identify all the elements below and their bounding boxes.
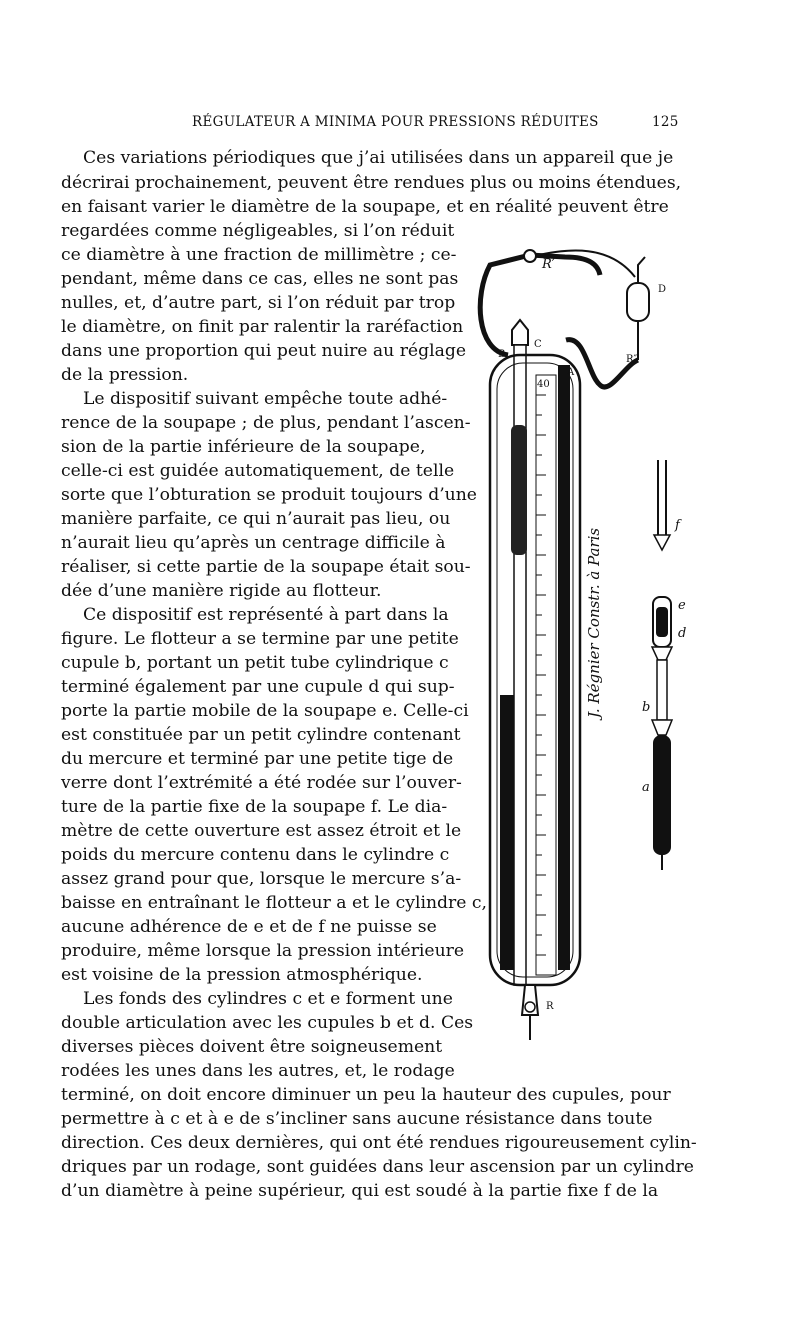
- text-line: direction. Ces deux dernières, qui ont été rendues rigoureusement cylin-: [61, 1133, 697, 1153]
- text-line: figure. Le flotteur a se termine par une petite: [61, 629, 459, 649]
- label-a-detail: a: [642, 780, 650, 795]
- valve-fixed-part: [654, 535, 670, 550]
- text-line: Ces variations périodiques que j’ai utilisées dans un appareil que je: [83, 148, 674, 168]
- text-line: diverses pièces doivent être soigneusement: [61, 1037, 443, 1057]
- page-number: 125: [652, 114, 679, 130]
- text-line: verre dont l’extrémité a été rodée sur l’ouver-: [61, 773, 462, 793]
- text-line: n’aurait lieu qu’après un centrage difficile à: [61, 533, 446, 553]
- label-scale-40: 40: [537, 379, 550, 390]
- running-title: RÉGULATEUR A MINIMA POUR PRESSIONS RÉDUITES: [192, 114, 599, 130]
- label-d-detail: d: [678, 626, 687, 641]
- float-a: [653, 735, 671, 855]
- text-line: manière parfaite, ce qui n’aurait pas lieu, ou: [61, 509, 451, 529]
- text-line: d’un diamètre à peine supérieur, qui est soudé à la partie fixe f de la: [61, 1181, 659, 1201]
- text-line: sion de la partie inférieure de la soupape,: [61, 437, 426, 457]
- text-line: sorte que l’obturation se produit toujours d’une: [61, 485, 477, 505]
- text-line: du mercure et terminé par une petite tige de: [61, 749, 454, 769]
- text-line: celle-ci est guidée automatiquement, de telle: [61, 461, 455, 481]
- text-line: porte la partie mobile de la soupape e. Celle-ci: [61, 701, 469, 721]
- text-line: produire, même lorsque la pression intérieure: [61, 941, 465, 961]
- text-line: permettre à c et à e de s’incliner sans aucune résistance dans toute: [61, 1109, 653, 1129]
- text-line: rence de la soupape ; de plus, pendant l’ascen-: [61, 413, 471, 433]
- float-dark: [511, 425, 527, 555]
- text-line: aucune adhérence de e et de f ne puisse se: [61, 917, 437, 937]
- text-line: dée d’une manière rigide au flotteur.: [61, 581, 382, 601]
- text-line: regardées comme négligeables, si l’on réduit: [61, 221, 455, 241]
- text-line: le diamètre, on finit par ralentir la raréfaction: [61, 317, 464, 337]
- text-line: poids du mercure contenu dans le cylindre c: [61, 845, 450, 865]
- text-line: rodées les unes dans les autres, et, le rodage: [61, 1061, 455, 1081]
- text-line: en faisant varier le diamètre de la soupape, et en réalité peuvent être: [61, 197, 669, 217]
- label-b-upper: B: [498, 349, 506, 360]
- text-line: driques par un rodage, sont guidées dans leur ascension par un cylindre: [61, 1157, 694, 1177]
- label-d: D: [658, 284, 667, 295]
- text-line: réaliser, si cette partie de la soupape était sou-: [61, 557, 471, 577]
- mercury-lower: [500, 695, 514, 970]
- text-line: ture de la partie fixe de la soupape f. Le dia-: [61, 797, 448, 817]
- label-r1: R′: [542, 257, 555, 272]
- cupule-d: [652, 647, 672, 660]
- mercury-column: [558, 365, 570, 970]
- engraver-signature: J. Régnier Constr. à Paris: [585, 527, 603, 718]
- text-line: Ce dispositif est représenté à part dans la: [83, 605, 449, 625]
- text-line: est constituée par un petit cylindre contenant: [61, 725, 461, 745]
- text-line: décrirai prochainement, peuvent être rendues plus ou moins étendues,: [61, 173, 682, 193]
- vessel-d: [627, 283, 649, 321]
- text-line: Les fonds des cylindres c et e forment une: [83, 989, 453, 1009]
- upper-cap: [512, 320, 528, 345]
- label-a-upper: A: [567, 367, 575, 378]
- label-b-detail: b: [642, 700, 651, 715]
- label-e: e: [678, 598, 686, 613]
- label-r-tap: R: [546, 1001, 554, 1012]
- text-line: pendant, même dans ce cas, elles ne sont pas: [61, 269, 459, 289]
- label-c-upper: C: [534, 339, 542, 350]
- label-r2: R″: [626, 354, 638, 365]
- text-line: est voisine de la pression atmosphérique.: [61, 965, 423, 985]
- text-line: mètre de cette ouverture est assez étroit et le: [61, 821, 462, 841]
- tube-c: [657, 660, 667, 720]
- stopcock-r1: [524, 250, 536, 262]
- running-header: [0, 112, 800, 134]
- text-line: terminé également par une cupule d qui sup-: [61, 677, 455, 697]
- cupule-b: [652, 720, 672, 735]
- text-line: terminé, on doit encore diminuer un peu la hauteur des cupules, pour: [61, 1085, 671, 1105]
- text-line: double articulation avec les cupules b et d. Ces: [61, 1013, 474, 1033]
- text-line: baisse en entraînant le flotteur a et le cylindre c,: [61, 893, 487, 913]
- label-f: f: [675, 518, 680, 533]
- text-line: cupule b, portant un petit tube cylindrique c: [61, 653, 449, 673]
- text-line: dans une proportion qui peut nuire au réglage: [61, 341, 467, 361]
- text-line: nulles, et, d’autre part, si l’on réduit par trop: [61, 293, 456, 313]
- text-line: Le dispositif suivant empêche toute adhé-: [83, 389, 448, 409]
- text-line: ce diamètre à une fraction de millimètre ; ce-: [61, 245, 457, 265]
- text-line: assez grand pour que, lorsque le mercure s’a-: [61, 869, 462, 889]
- text-line: de la pression.: [61, 365, 189, 385]
